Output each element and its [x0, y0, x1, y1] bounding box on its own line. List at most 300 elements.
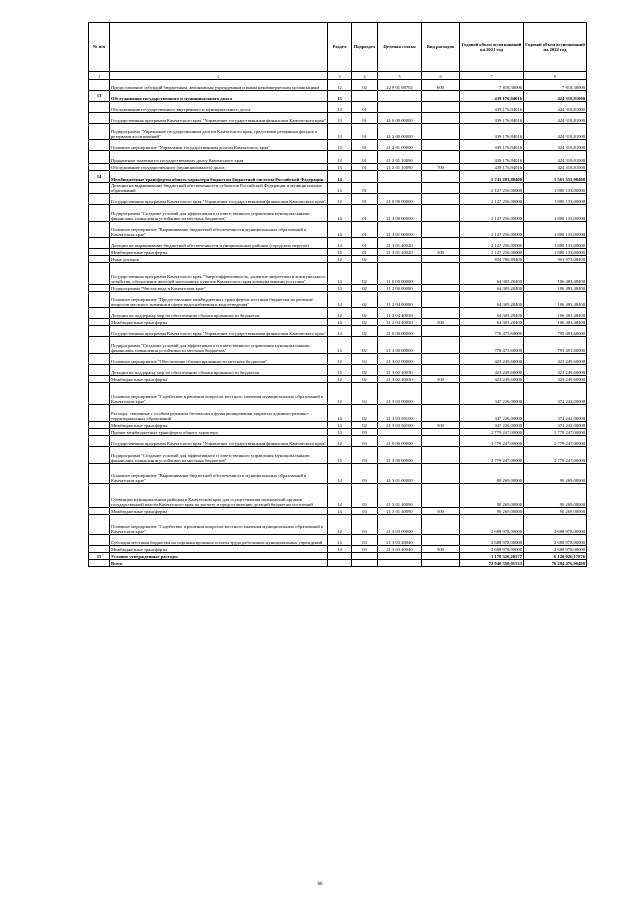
cell-y1: 770 475,60000	[460, 337, 524, 354]
cell-y1: 2 127 256,00000	[460, 205, 524, 222]
cell-vr: 500	[422, 319, 460, 326]
cell-cs	[378, 183, 422, 194]
cell-vr	[422, 436, 460, 447]
cell-n	[89, 124, 110, 140]
cell-vr	[422, 205, 460, 222]
cell-y1: 423 249,60000	[460, 354, 524, 365]
cell-cs: 21 3 02 00000	[378, 354, 422, 365]
cell-r: 14	[328, 285, 352, 292]
cell-cs: 21 3 01 00000	[378, 464, 422, 484]
cell-y1: 439 176,94016	[460, 91, 524, 102]
cell-y2: 795 491,60000	[524, 337, 587, 354]
cell-y2: 424 318,81000	[524, 113, 587, 124]
cell-n	[89, 194, 110, 205]
table-row	[89, 80, 587, 91]
cell-y1: 2 127 256,00000	[460, 222, 524, 238]
cell-p: 01	[352, 194, 378, 205]
cell-y1: 64 305,20400	[460, 308, 524, 319]
cell-y1: 2 127 256,00000	[460, 183, 524, 194]
cell-name: Государственная программа Камчатского края "Энергоэффективность, развитие энергетики и коммунального хозяйства, обеспечение жителей населенных пунктов Камчатского края коммунальными услугами"	[110, 263, 328, 285]
cell-name: Подпрограмма "Управление государственным долгом Камчатского края, средствами резервных фондов и резервами ассигнований"	[110, 124, 328, 140]
cell-n	[89, 263, 110, 285]
cell-name: Основное мероприятие "Выравнивание бюджетной обеспеченности муниципальных образований в Камчатском крае"	[110, 222, 328, 238]
cell-vr	[422, 447, 460, 464]
cell-name: Основное мероприятие "Содействие в решении вопросов местного значения муниципальных образований в Камчатском крае"	[110, 515, 328, 535]
cell-cs: 21 3 01 40090	[378, 484, 422, 508]
cell-vr	[422, 183, 460, 194]
cell-p: 01	[352, 140, 378, 151]
cell-y1: 90 269,00000	[460, 464, 524, 484]
cell-p: 01	[352, 102, 378, 113]
table-row	[89, 429, 587, 436]
table-row	[89, 238, 587, 249]
table-row	[89, 337, 587, 354]
table-row	[89, 292, 587, 308]
cell-y1: 439 176,94016	[460, 151, 524, 164]
cell-n	[89, 113, 110, 124]
col-number: 1	[89, 72, 110, 80]
cell-r: 14	[328, 546, 352, 553]
cell-r: 14	[328, 292, 352, 308]
cell-y1: 2 127 256,00000	[460, 194, 524, 205]
cell-p: 03	[352, 535, 378, 546]
cell-y1: 64 305,20400	[460, 285, 524, 292]
cell-n	[89, 308, 110, 319]
cell-y2: 76 284 476,90499	[524, 560, 587, 567]
cell-vr	[422, 560, 460, 567]
cell-y1: 423 249,60000	[460, 376, 524, 383]
cell-y1: 439 176,94016	[460, 113, 524, 124]
cell-name: Межбюджетные трансферты общего характера бюджетам бюджетной системы Российской Федерации	[110, 171, 328, 183]
cell-vr	[422, 405, 460, 422]
cell-cs: 21 3 03 50100	[378, 405, 422, 422]
cell-cs: 11 0 00 00000	[378, 263, 422, 285]
cell-n	[89, 319, 110, 326]
cell-y2: 106 483,48400	[524, 308, 587, 319]
cell-y1: 347 226,00000	[460, 405, 524, 422]
cell-name: Государственная программа Камчатского края "Управление государственными финансами Камчатского края"	[110, 436, 328, 447]
cell-r: 14	[328, 337, 352, 354]
col-number: 6	[422, 72, 460, 80]
cell-y2: 1 880 133,00000	[524, 205, 587, 222]
cell-cs: 21 2 01 00000	[378, 140, 422, 151]
cell-r: 13	[328, 91, 352, 102]
header-section: Раздел	[328, 23, 352, 72]
cell-p: 03	[352, 484, 378, 508]
budget-table-page	[88, 22, 586, 567]
table-row	[89, 405, 587, 422]
cell-y2: 795 491,60000	[524, 326, 587, 337]
cell-r: 14	[328, 222, 352, 238]
cell-p: 03	[352, 464, 378, 484]
cell-y1: 2 127 256,00000	[460, 249, 524, 256]
cell-y2: 106 483,48400	[524, 285, 587, 292]
cell-vr: 500	[422, 376, 460, 383]
cell-n	[89, 140, 110, 151]
table-row	[89, 484, 587, 508]
cell-y1: 834 780,80400	[460, 256, 524, 263]
cell-cs: 21 3 03 50100	[378, 422, 422, 429]
cell-y1: 439 176,94016	[460, 164, 524, 171]
col-number: 3	[328, 72, 352, 80]
cell-p: 02	[352, 263, 378, 285]
table-row	[89, 194, 587, 205]
cell-r: 14	[328, 263, 352, 285]
cell-y2: 423 249,60000	[524, 365, 587, 376]
table-row	[89, 140, 587, 151]
cell-r: 13	[328, 164, 352, 171]
cell-vr	[422, 238, 460, 249]
cell-cs: 21 0 00 00000	[378, 194, 422, 205]
cell-name: Обслуживание государственного внутреннего и муниципального долга	[110, 102, 328, 113]
cell-p: 02	[352, 365, 378, 376]
cell-vr	[422, 365, 460, 376]
cell-y1: 64 305,20400	[460, 292, 524, 308]
table-header-row	[89, 23, 587, 72]
cell-name: Подпрограмма "Создание условий для эффективного и ответственного управления муниципальными финансами, повышения устойчивости местных бюджетов"	[110, 337, 328, 354]
cell-n	[89, 447, 110, 464]
header-expense-type: Вид расходов	[422, 23, 460, 72]
table-row	[89, 102, 587, 113]
cell-n	[89, 337, 110, 354]
cell-name: Условно утвержденные расходы	[110, 553, 328, 560]
cell-cs: 21 0 00 00000	[378, 326, 422, 337]
table-row	[89, 535, 587, 546]
cell-r: 14	[328, 464, 352, 484]
cell-y2: 90 269,00000	[524, 484, 587, 508]
table-row	[89, 183, 587, 194]
cell-y2: 1 880 133,00000	[524, 194, 587, 205]
cell-name: Всего	[110, 560, 328, 567]
cell-p: 02	[352, 292, 378, 308]
cell-y2: 2 688 978,00000	[524, 546, 587, 553]
cell-vr: 700	[422, 164, 460, 171]
cell-cs: 22 9 01 98702	[378, 80, 422, 91]
cell-y1: 2 779 247,00000	[460, 447, 524, 464]
header-target-article: Целевая статья	[378, 23, 422, 72]
cell-r: 14	[328, 249, 352, 256]
cell-y2: 6 120 026,17876	[524, 553, 587, 560]
table-row	[89, 164, 587, 171]
cell-y2: 2 688 978,00000	[524, 535, 587, 546]
cell-y1: 2 688 978,00000	[460, 546, 524, 553]
cell-p: 03	[352, 546, 378, 553]
table-row	[89, 546, 587, 553]
cell-cs: 21 3 00 00000	[378, 205, 422, 222]
cell-name: Межбюджетные трансферты	[110, 508, 328, 515]
cell-p: 01	[352, 113, 378, 124]
cell-vr	[422, 337, 460, 354]
cell-n	[89, 484, 110, 508]
cell-y2: 5 561 355,08400	[524, 171, 587, 183]
cell-cs	[378, 102, 422, 113]
cell-y2: 901 975,08400	[524, 256, 587, 263]
table-row	[89, 326, 587, 337]
cell-r	[328, 553, 352, 560]
table-row	[89, 436, 587, 447]
cell-n	[89, 183, 110, 194]
cell-r: 13	[328, 113, 352, 124]
cell-y2: 2 779 247,00000	[524, 436, 587, 447]
cell-cs: 11 2 04 00000	[378, 292, 422, 308]
cell-r: 14	[328, 354, 352, 365]
cell-vr: 500	[422, 546, 460, 553]
cell-p: 01	[352, 183, 378, 194]
header-name	[110, 23, 328, 72]
cell-name: Основное мероприятие "Выравнивание бюджетной обеспеченности муниципальных образований в Камчатском крае"	[110, 464, 328, 484]
cell-r: 14	[328, 515, 352, 535]
table-row	[89, 222, 587, 238]
cell-y2: 424 318,81000	[524, 164, 587, 171]
cell-vr	[422, 113, 460, 124]
cell-vr	[422, 484, 460, 508]
cell-n	[89, 292, 110, 308]
cell-cs: 21 2 01 10090	[378, 151, 422, 164]
cell-r: 14	[328, 238, 352, 249]
cell-vr	[422, 326, 460, 337]
cell-r	[328, 560, 352, 567]
cell-y1: 1 178 326,20577	[460, 553, 524, 560]
cell-r: 14	[328, 422, 352, 429]
cell-n	[89, 80, 110, 91]
cell-y1: 2 779 247,00000	[460, 436, 524, 447]
cell-y2: 424 318,81000	[524, 124, 587, 140]
cell-vr	[422, 102, 460, 113]
cell-n	[89, 405, 110, 422]
cell-r: 14	[328, 194, 352, 205]
cell-y1: 439 176,94016	[460, 124, 524, 140]
cell-y2: 2 688 978,00000	[524, 515, 587, 535]
cell-r: 14	[328, 508, 352, 515]
cell-y1: 439 176,94016	[460, 140, 524, 151]
cell-r: 14	[328, 365, 352, 376]
header-subsection: Подраздел	[352, 23, 378, 72]
cell-y1: 64 305,20400	[460, 263, 524, 285]
cell-cs: 21 3 01 00000	[378, 222, 422, 238]
table-row	[89, 319, 587, 326]
cell-r: 13	[328, 140, 352, 151]
cell-n	[89, 376, 110, 383]
cell-y1: 90 269,00000	[460, 484, 524, 508]
table-row	[89, 383, 587, 405]
cell-cs: 21 3 03 40040	[378, 546, 422, 553]
cell-vr	[422, 535, 460, 546]
cell-n: 13	[89, 91, 110, 102]
cell-cs: 11 2 00 00000	[378, 285, 422, 292]
cell-p: 03	[352, 436, 378, 447]
col-number: 4	[352, 72, 378, 80]
cell-p: 01	[352, 164, 378, 171]
cell-name: Государственная программа Камчатского края "Управление государственными финансами Камчатского края"	[110, 326, 328, 337]
cell-r: 14	[328, 447, 352, 464]
cell-cs: 11 2 04 40030	[378, 308, 422, 319]
cell-name: Подпрограмма "Создание условий для эффективного и ответственного управления муниципальными финансами, повышения устойчивости местных бюджетов"	[110, 447, 328, 464]
cell-n	[89, 164, 110, 171]
col-number: 2	[110, 72, 328, 80]
header-year-2022: Годовой объем ассигнований на 2022 год	[524, 23, 587, 72]
cell-p: 01	[352, 124, 378, 140]
cell-vr: 500	[422, 508, 460, 515]
cell-cs: 21 0 00 00000	[378, 436, 422, 447]
cell-r: 14	[328, 326, 352, 337]
cell-name: Иные дотации	[110, 256, 328, 263]
cell-name: Дотации на выравнивание бюджетной обеспеченности субъектов Российской Федерации и муниципальных образований	[110, 183, 328, 194]
cell-vr	[422, 354, 460, 365]
cell-y1: 72 940 350,01533	[460, 560, 524, 567]
cell-r: 13	[328, 124, 352, 140]
table-row	[89, 171, 587, 183]
cell-p: 02	[352, 256, 378, 263]
cell-vr	[422, 383, 460, 405]
cell-y2: 424 318,81000	[524, 102, 587, 113]
cell-y2: 423 249,60000	[524, 376, 587, 383]
cell-name: Государственная программа Камчатского края "Управление государственными финансами Камчатского края"	[110, 113, 328, 124]
cell-p: 02	[352, 319, 378, 326]
cell-y2: 2 779 247,00000	[524, 429, 587, 436]
cell-name: Субсидии местным бюджетам на софинансирование оплаты труда работников муниципальных учреждений	[110, 535, 328, 546]
cell-cs: 21 3 01 40090	[378, 508, 422, 515]
cell-y2: 1 880 133,00000	[524, 222, 587, 238]
cell-r: 14	[328, 429, 352, 436]
cell-n	[89, 535, 110, 546]
cell-cs	[378, 256, 422, 263]
cell-vr	[422, 140, 460, 151]
cell-cs: 21 2 01 10090	[378, 164, 422, 171]
cell-p: 02	[352, 383, 378, 405]
cell-n	[89, 515, 110, 535]
table-row	[89, 151, 587, 164]
cell-n	[89, 151, 110, 164]
table-row	[89, 515, 587, 535]
cell-name: Государственная программа Камчатского края "Управление государственными финансами Камчатского края"	[110, 194, 328, 205]
cell-p: 02	[352, 285, 378, 292]
table-row	[89, 422, 587, 429]
table-row	[89, 376, 587, 383]
cell-name: Субвенции муниципальным районам в Камчатском крае для осуществления полномочий органов государственной власти Камчатского края по расчету и предоставлению дотаций бюджетам поселений	[110, 484, 328, 508]
cell-name: Подпрограмма "Создание условий для эффективного и ответственного управления муниципальными финансами, повышения устойчивости местных бюджетов"	[110, 205, 328, 222]
table-row	[89, 113, 587, 124]
cell-vr	[422, 263, 460, 285]
cell-p: 01	[352, 249, 378, 256]
cell-cs: 21 3 03 00000	[378, 383, 422, 405]
cell-n	[89, 429, 110, 436]
cell-n	[89, 464, 110, 484]
cell-p: 01	[352, 205, 378, 222]
col-number: 7	[460, 72, 524, 80]
cell-r: 14	[328, 383, 352, 405]
cell-p: 03	[352, 429, 378, 436]
cell-cs: 21 3 02 40030	[378, 365, 422, 376]
table-row	[89, 249, 587, 256]
cell-vr: 500	[422, 249, 460, 256]
cell-n: 14	[89, 171, 110, 183]
cell-n: 15	[89, 553, 110, 560]
cell-y1: 770 475,60000	[460, 326, 524, 337]
cell-vr	[422, 171, 460, 183]
cell-vr	[422, 515, 460, 535]
cell-cs: 21 3 01 40020	[378, 238, 422, 249]
cell-cs: 21 3 00 00000	[378, 337, 422, 354]
cell-y2: 1 880 133,00000	[524, 183, 587, 194]
cell-cs	[378, 429, 422, 436]
cell-n	[89, 560, 110, 567]
cell-name: Подпрограмма "Чистая вода в Камчатском крае"	[110, 285, 328, 292]
cell-y2: 90 269,00000	[524, 464, 587, 484]
cell-name: Прочие межбюджетные трансферты общего характера	[110, 429, 328, 436]
table-row	[89, 124, 587, 140]
cell-y2: 106 483,48400	[524, 319, 587, 326]
col-number: 8	[524, 72, 587, 80]
cell-y1: 347 226,00000	[460, 422, 524, 429]
cell-p: 03	[352, 515, 378, 535]
cell-n	[89, 436, 110, 447]
cell-p	[352, 91, 378, 102]
cell-n	[89, 238, 110, 249]
table-row	[89, 447, 587, 464]
cell-cs	[378, 560, 422, 567]
cell-name: Основное мероприятие "Управление государственным долгом Камчатского края"	[110, 140, 328, 151]
cell-name: Обслуживание государственного и муниципального долга	[110, 91, 328, 102]
cell-y1: 64 305,20400	[460, 319, 524, 326]
cell-p: 02	[352, 405, 378, 422]
cell-cs	[378, 171, 422, 183]
table-row	[89, 91, 587, 102]
cell-p: 03	[352, 508, 378, 515]
cell-vr	[422, 285, 460, 292]
cell-n	[89, 249, 110, 256]
cell-name: Межбюджетные трансферты	[110, 422, 328, 429]
cell-y2: 424 318,81000	[524, 91, 587, 102]
cell-p: 02	[352, 354, 378, 365]
cell-n	[89, 102, 110, 113]
table-body	[89, 80, 587, 567]
column-number-row	[89, 72, 587, 80]
cell-vr: 500	[422, 422, 460, 429]
cell-name: Основное мероприятие "Предоставление межбюджетных трансфертов местным бюджетам на решение вопросов местного значения в сфере водоснабжения и водоотведения"	[110, 292, 328, 308]
cell-r: 14	[328, 183, 352, 194]
cell-vr	[422, 292, 460, 308]
cell-r: 14	[328, 205, 352, 222]
cell-name: Дотации на выравнивание бюджетной обеспеченности муниципальных районов (городских округов)	[110, 238, 328, 249]
cell-vr: 600	[422, 80, 460, 91]
cell-y1: 2 779 247,00000	[460, 429, 524, 436]
cell-cs: 21 3 02 40030	[378, 376, 422, 383]
cell-name: Расходы, связанные с особым режимом безопасного функционирования закрытых административно-территориальных образований	[110, 405, 328, 422]
cell-cs: 21 3 03 00000	[378, 515, 422, 535]
cell-cs	[378, 553, 422, 560]
cell-n	[89, 508, 110, 515]
cell-n	[89, 326, 110, 337]
table-row	[89, 560, 587, 567]
cell-y2: 90 269,00000	[524, 508, 587, 515]
cell-p: 02	[352, 326, 378, 337]
cell-vr	[422, 464, 460, 484]
cell-y1: 423 249,60000	[460, 365, 524, 376]
page-number: 66	[317, 882, 323, 887]
cell-y2: 424 318,81000	[524, 140, 587, 151]
table-row	[89, 205, 587, 222]
cell-r: 14	[328, 405, 352, 422]
cell-n	[89, 383, 110, 405]
table-row	[89, 354, 587, 365]
table-row	[89, 308, 587, 319]
cell-r: 14	[328, 308, 352, 319]
cell-vr	[422, 308, 460, 319]
cell-p	[352, 553, 378, 560]
cell-y2: 7 818,30000	[524, 80, 587, 91]
cell-p: 02	[352, 422, 378, 429]
cell-p	[352, 560, 378, 567]
